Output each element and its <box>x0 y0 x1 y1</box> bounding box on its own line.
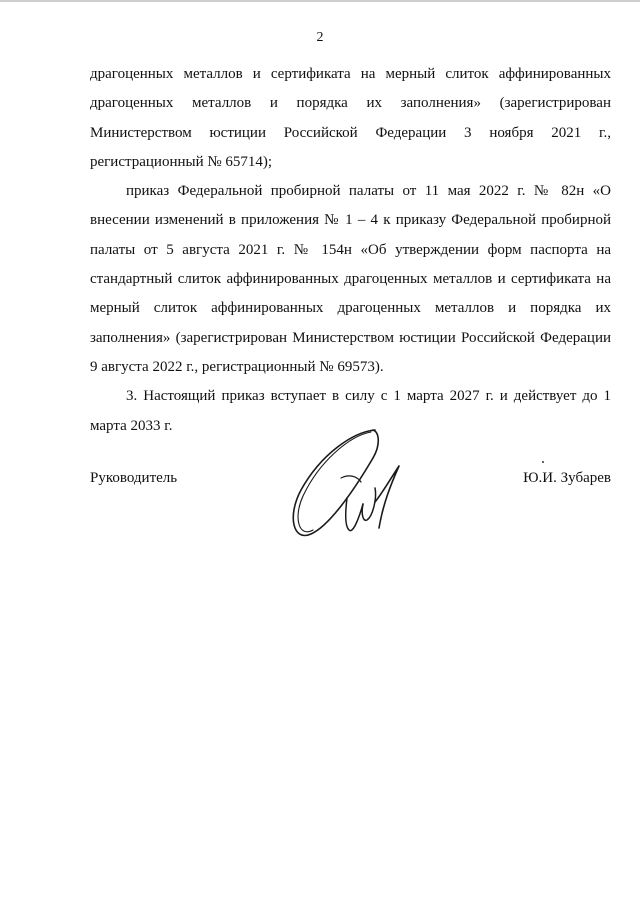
signature-block <box>90 470 611 560</box>
paragraph-continuation: драгоценных металлов и сертификата на мерный слиток аффинированных драгоценных металлов и порядка их заполнения» (зарегистрирован Министерством юстиции Российской Федерации 3 ноября 2021 г., регистрационный № 65714); <box>90 66 611 170</box>
page-number: 2 <box>316 30 324 45</box>
signatory-title: Руководитель <box>90 470 178 486</box>
document-body <box>90 60 611 441</box>
ink-dot <box>542 461 544 463</box>
signatory-name: Ю.И. Зубарев <box>523 470 611 486</box>
paragraph-effective-date: 3. Настоящий приказ вступает в силу с 1 марта 2027 г. и действует до 1 марта 2033 г. <box>90 388 611 434</box>
handwritten-signature <box>283 418 423 558</box>
paragraph-order-82n: приказ Федеральной пробирной палаты от 11 мая 2022 г. № 82н «О внесении изменений в приложения № 1 – 4 к приказу Федеральной пробирной палаты от 5 августа 2021 г. № 154н «Об утверждении форм паспорта на стандартный слиток аффинированных драгоценных металлов и сертификата на мерный слиток аффинированных драгоценных металлов и порядка их заполнения» (зарегистрирован Министерством юстиции Российской Федерации 9 августа 2022 г., регистрационный № 69573). <box>90 183 611 375</box>
scan-top-edge <box>0 0 640 2</box>
